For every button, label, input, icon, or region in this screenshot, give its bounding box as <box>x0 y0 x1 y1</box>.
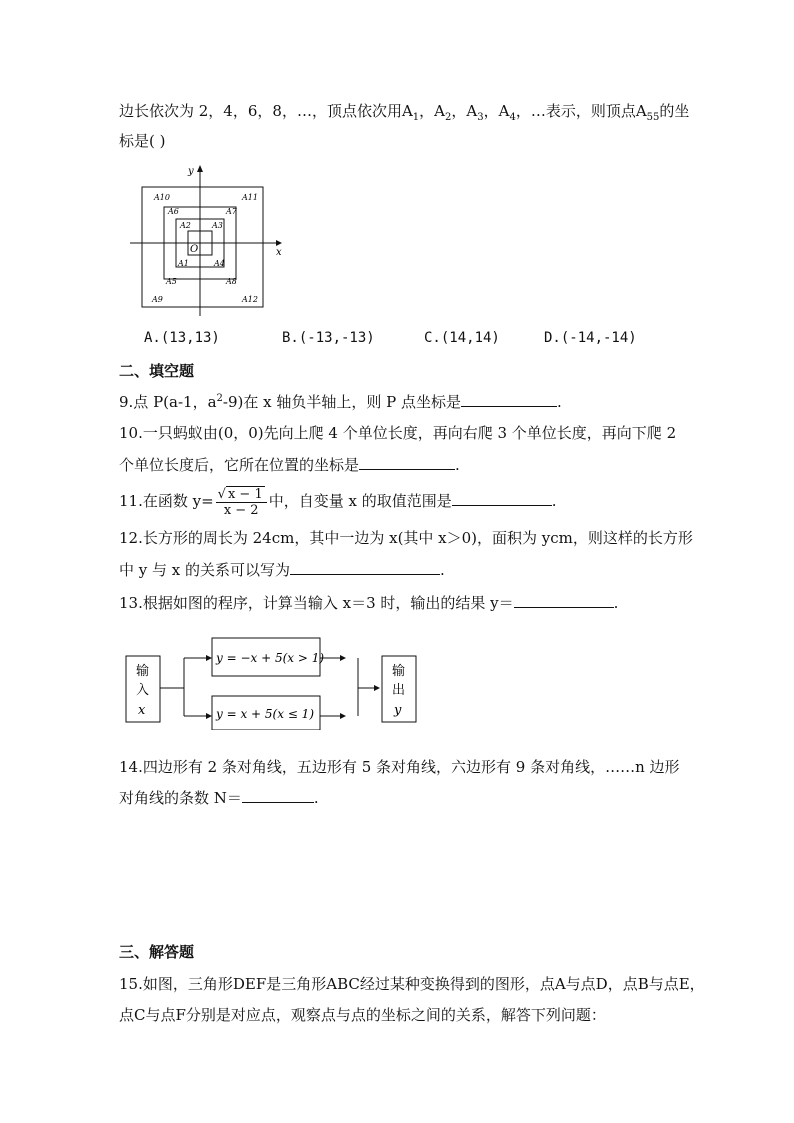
q8-text: 的坐 <box>659 102 690 120</box>
vertex-label-a11: A11 <box>242 193 258 202</box>
input-char-3: x <box>138 703 146 718</box>
question-14-line1: 14.四边形有 2 条对角线，五边形有 5 条对角线，六边形有 9 条对角线，……n 边形 <box>119 758 680 776</box>
square-4 <box>142 187 263 307</box>
q14-text: 对角线的条数 N＝ <box>119 789 242 807</box>
vertex-label-a1: A1 <box>178 259 189 268</box>
section-title-answer: 三、解答题 <box>119 943 195 961</box>
origin-label: O <box>190 244 199 255</box>
vertex-label-a8: A8 <box>226 277 237 286</box>
x-label: x <box>276 247 282 258</box>
choice-d: D.(-14,-14) <box>544 330 637 346</box>
input-char-1: 输 <box>136 664 150 679</box>
section-title-fill-in: 二、填空题 <box>119 362 195 380</box>
vertex-label-a7: A7 <box>226 207 237 216</box>
arrow-head <box>374 685 380 691</box>
x-axis-arrow <box>276 240 282 246</box>
answer-blank[interactable] <box>242 788 314 803</box>
question-14-line2 <box>119 788 319 808</box>
q8-text: ，A <box>419 102 445 120</box>
question-12-line1: 12.长方形的周长为 24cm，其中一边为 x(其中 x＞0)，面积为 ycm，则这样的长方形 <box>119 529 693 547</box>
q8-text: ，A <box>451 102 478 120</box>
vertex-label-a12: A12 <box>242 295 258 304</box>
arrow-head <box>340 713 346 719</box>
q9-end: . <box>557 393 562 411</box>
vertex-label-a9: A9 <box>152 295 163 304</box>
question-15-line1: 15.如图，三角形DEF是三角形ABC经过某种变换得到的图形，点A与点D，点B与点E， <box>119 975 705 993</box>
question-9 <box>119 392 562 412</box>
q11-text: 11.在函数 y= <box>119 492 214 510</box>
q10-end: . <box>455 456 460 474</box>
formula-top: y = −x + 5(x > 1) <box>216 651 325 665</box>
fraction-numerator: √ x − 1 <box>216 487 267 503</box>
arrow-head <box>340 655 346 661</box>
square-spiral-figure <box>124 160 294 320</box>
vertex-label-a5: A5 <box>166 277 177 286</box>
sub: 2 <box>445 112 452 123</box>
q12-text: 中 y 与 x 的关系可以写为 <box>119 561 291 579</box>
question-15-line2: 点C与点F分别是对应点，观察点与点的坐标之间的关系，解答下列问题： <box>119 1006 606 1024</box>
y-axis-arrow <box>197 165 203 172</box>
formula-bottom: y = x + 5(x ≤ 1) <box>216 707 314 721</box>
q13-text: 13.根据如图的程序，计算当输入 x＝3 时，输出的结果 y＝ <box>119 594 514 612</box>
q12-end: . <box>440 561 445 579</box>
answer-blank[interactable] <box>290 560 440 575</box>
answer-blank[interactable] <box>514 593 614 608</box>
arrow-head <box>206 713 212 719</box>
vertex-label-a6: A6 <box>168 207 179 216</box>
q8-text: ，A <box>483 102 510 120</box>
output-char-1: 输 <box>392 664 406 679</box>
output-char-3: y <box>394 703 402 718</box>
sub: 55 <box>646 112 660 123</box>
q10-text: 个单位长度后，它所在位置的坐标是 <box>119 456 360 474</box>
y-label: y <box>188 166 194 177</box>
q8-line1 <box>119 101 689 121</box>
question-11 <box>119 483 557 519</box>
fraction-denominator: x − 2 <box>223 502 259 518</box>
program-flowchart <box>124 630 424 730</box>
sqrt-radicand: x − 1 <box>227 486 263 502</box>
vertex-label-a3: A3 <box>212 221 223 230</box>
question-12-line2 <box>119 560 445 580</box>
sub: 4 <box>509 112 516 123</box>
q13-end: . <box>613 594 619 612</box>
vertex-label-a10: A10 <box>154 193 170 202</box>
q9-text: -9)在 x 轴负半轴上，则 P 点坐标是 <box>222 393 461 411</box>
question-10-line2 <box>119 455 460 475</box>
output-char-2: 出 <box>392 683 406 698</box>
answer-blank[interactable] <box>359 455 455 470</box>
answer-blank[interactable] <box>461 392 557 407</box>
q8-line2: 标是( ) <box>119 132 166 150</box>
question-10-line1: 10.一只蚂蚁由(0，0)先向上爬 4 个单位长度，再向右爬 3 个单位长度，再向下爬 2 <box>119 424 677 442</box>
q11-end: . <box>551 492 557 510</box>
fraction <box>216 487 267 518</box>
vertex-label-a2: A2 <box>180 221 191 230</box>
vertex-label-a4: A4 <box>214 259 225 268</box>
q8-text: ，…表示，则顶点A <box>515 102 647 120</box>
question-13 <box>119 593 618 613</box>
arrow-head <box>206 655 212 661</box>
choice-c: C.(14,14) <box>424 330 500 346</box>
q11-text: 中，自变量 x 的取值范围是 <box>268 492 452 510</box>
sub: 1 <box>412 112 420 123</box>
q14-end: . <box>313 789 319 807</box>
answer-blank[interactable] <box>452 491 552 506</box>
q9-text: 9.点 P(a-1，a <box>119 393 217 411</box>
sub: 3 <box>477 112 484 123</box>
sup: 2 <box>216 393 223 404</box>
input-char-2: 入 <box>136 683 150 698</box>
q8-text: 边长依次为 2，4，6，8，…，顶点依次用A <box>119 102 413 120</box>
choice-a: A.(13,13) <box>144 330 220 346</box>
choice-b: B.(-13,-13) <box>282 330 375 346</box>
